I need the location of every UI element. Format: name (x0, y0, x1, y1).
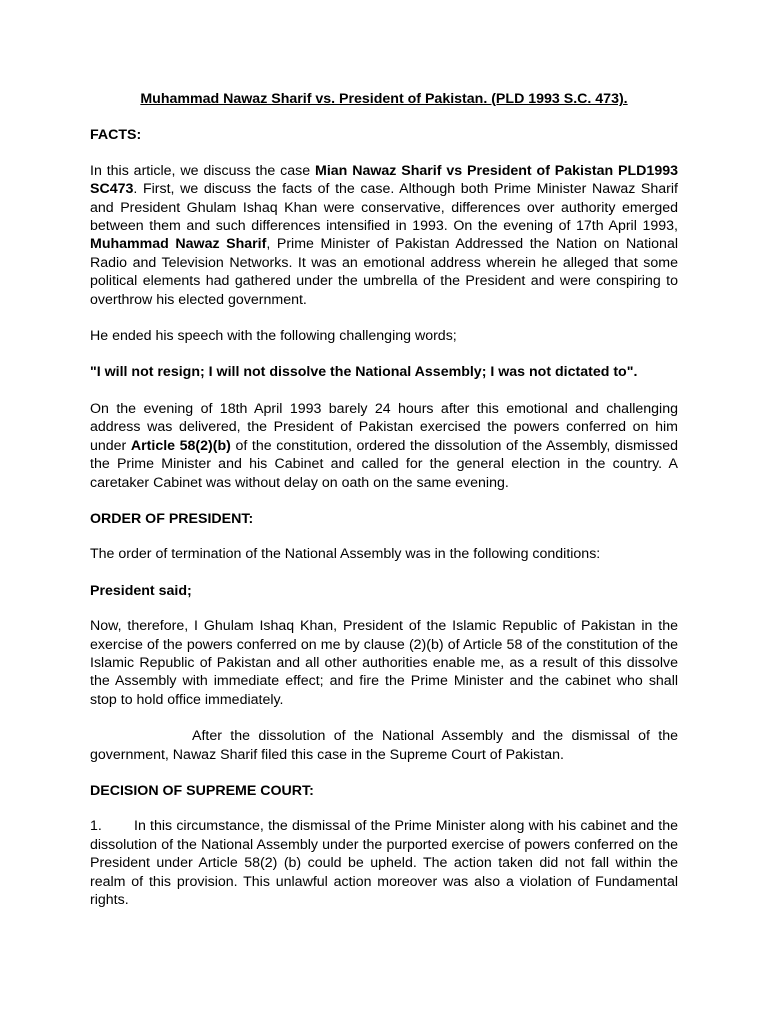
order-paragraph-2: Now, therefore, I Ghulam Ishaq Khan, President of the Islamic Republic of Pakistan in the exercise of the powers conferred on me by clause (2)(b) of Article 58 of the constitution of the Islamic Republic of Pakistan and all other authorities enable me, as a result of this dissolve the Assembly with immediate effect; and fire the Prime Minister and the cabinet who shall stop to hold office immediately. (90, 618, 678, 708)
facts-paragraph-2: He ended his speech with the following challenging words; (90, 328, 457, 345)
petitioner-name: Muhammad Nawaz Sharif (90, 236, 267, 253)
facts-p1-text-2: . First, we discuss the facts of the case. Although both Prime Minister Nawaz Sharif and President Ghulam Ishaq Khan were conservative, differences over authority emerged between them and such differences intensified in 1993. On the evening of 17th April 1993, (90, 181, 678, 235)
facts-paragraph-1 (90, 162, 678, 309)
facts-p1-text-1: In this article, we discuss the case (90, 162, 316, 179)
speech-quote: "I will not resign; I will not dissolve the National Assembly; I was not dictated to". (90, 364, 638, 381)
facts-heading: FACTS: (90, 127, 142, 144)
decision-item-text: In this circumstance, the dismissal of the Prime Minister along with his cabinet and the dissolution of the National Assembly under the purported exercise of powers conferred on the President under Article 58(2) (b) could be upheld. The action taken did not fall within the realm of this provision. This unlawful action moreover was also a violation of Fundamental rights. (90, 818, 678, 908)
order-heading: ORDER OF PRESIDENT: (90, 510, 254, 527)
decision-item-number: 1. (90, 818, 102, 835)
decision-heading: DECISION OF SUPREME COURT: (90, 782, 314, 799)
document-page (90, 90, 678, 927)
facts-p1-text-3: , Prime Minister of Pakistan Addressed the Nation on National Radio and Television Networks. It was an emotional address wherein he alleged that some political elements had gathered under the umbrella of the President and were conspiring to overthrow his elected government. (90, 236, 678, 308)
order-paragraph-3: After the dissolution of the National Assembly and the dismissal of the government, Nawaz Sharif filed this case in the Supreme Court of Pakistan. (90, 728, 678, 763)
facts-paragraph-3 (90, 400, 678, 492)
order-paragraph-1: The order of termination of the National Assembly was in the following conditions: (90, 546, 601, 563)
president-said-heading: President said; (90, 582, 192, 599)
case-citation: Mian Nawaz Sharif vs President of Pakistan PLD1993 SC473 (90, 162, 678, 198)
article-reference: Article 58(2)(b) (130, 437, 231, 454)
facts-p3-text-1: On the evening of 18th April 1993 barely 24 hours after this emotional and challenging address was delivered, the President of Pakistan exercised the powers conferred on him under (90, 400, 678, 454)
decision-item (90, 817, 678, 909)
facts-p3-text-2: of the constitution, ordered the dissolution of the Assembly, dismissed the Prime Minister and his Cabinet and called for the general election in the country. A caretaker Cabinet was without delay on oath on the same evening. (90, 437, 678, 491)
document-title: Muhammad Nawaz Sharif vs. President of Pakistan. (PLD 1993 S.C. 473). (140, 91, 628, 107)
